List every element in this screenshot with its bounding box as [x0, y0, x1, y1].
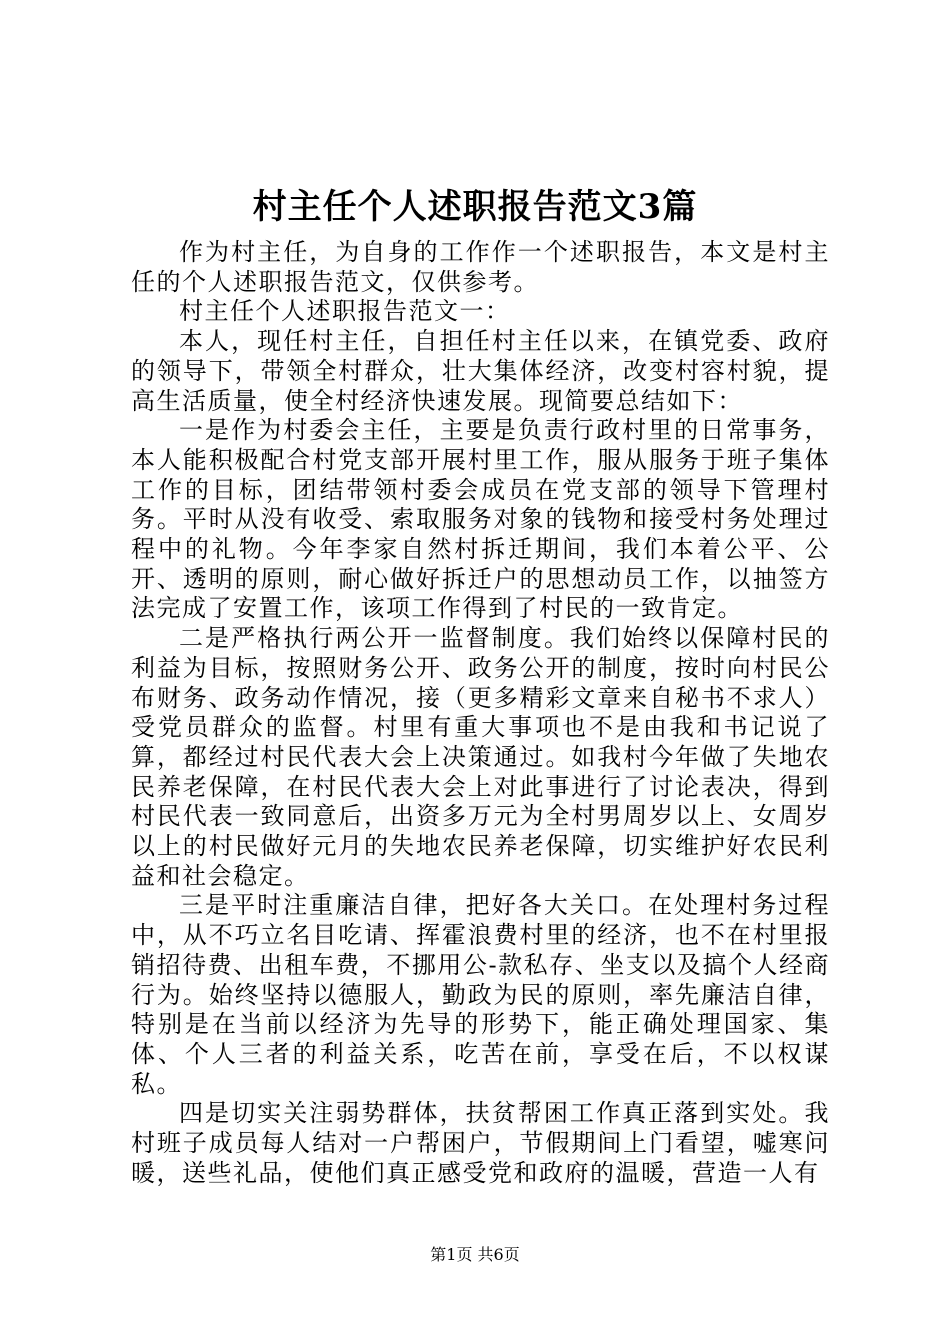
paragraph-opening: 本人，现任村主任，自担任村主任以来，在镇党委、政府的领导下，带领全村群众，壮大集体经济，改变村容村貌，提高生活质量，使全村经济快速发展。现简要总结如下： [131, 327, 830, 415]
paragraph-point-three: 三是平时注重廉洁自律，把好各大关口。在处理村务过程中，从不巧立名目吃请、挥霍浪费村里的经济，也不在村里报销招待费、出租车费，不挪用公-款私存、坐支以及搞个人经商行为。始终坚持以德服人，勤政为民的原则，率先廉洁自律，特别是在当前以经济为先导的形势下，能正确处理国家、集体、个人三者的利益关系，吃苦在前，享受在后，不以权谋私。 [131, 891, 830, 1098]
paragraph-point-four: 四是切实关注弱势群体，扶贫帮困工作真正落到实处。我村班子成员每人结对一户帮困户，节假期间上门看望，嘘寒问暖，送些礼品，使他们真正感受党和政府的温暖，营造一人有 [131, 1099, 830, 1187]
page-number-footer: 第1页 共6页 [430, 1245, 520, 1264]
document-title: 村主任个人述职报告范文3篇 [252, 187, 698, 227]
document-body [131, 238, 830, 1189]
paragraph-point-one: 一是作为村委会主任，主要是负责行政村里的日常事务，本人能积极配合村党支部开展村里工作，服从服务于班子集体工作的目标，团结带领村委会成员在党支部的领导下管理村务。平时从没有收受、索取服务对象的钱物和接受村务处理过程中的礼物。今年李家自然村拆迁期间，我们本着公平、公开、透明的原则，耐心做好拆迁户的思想动员工作，以抽签方法完成了安置工作，该项工作得到了村民的一致肯定。 [131, 416, 830, 623]
paragraph-section-heading: 村主任个人述职报告范文一： [179, 297, 511, 326]
paragraph-intro: 作为村主任，为自身的工作作一个述职报告，本文是村主任的个人述职报告范文，仅供参考。 [131, 238, 830, 296]
paragraph-point-two: 二是严格执行两公开一监督制度。我们始终以保障村民的利益为目标，按照财务公开、政务公开的制度，按时向村民公布财务、政务动作情况，接（更多精彩文章来自秘书不求人）受党员群众的监督。村里有重大事项也不是由我和书记说了算，都经过村民代表大会上决策通过。如我村今年做了失地农民养老保障，在村民代表大会上对此事进行了讨论表决，得到村民代表一致同意后，出资多万元为全村男周岁以上、女周岁以上的村民做好元月的失地农民养老保障，切实维护好农民利益和社会稳定。 [131, 624, 830, 890]
